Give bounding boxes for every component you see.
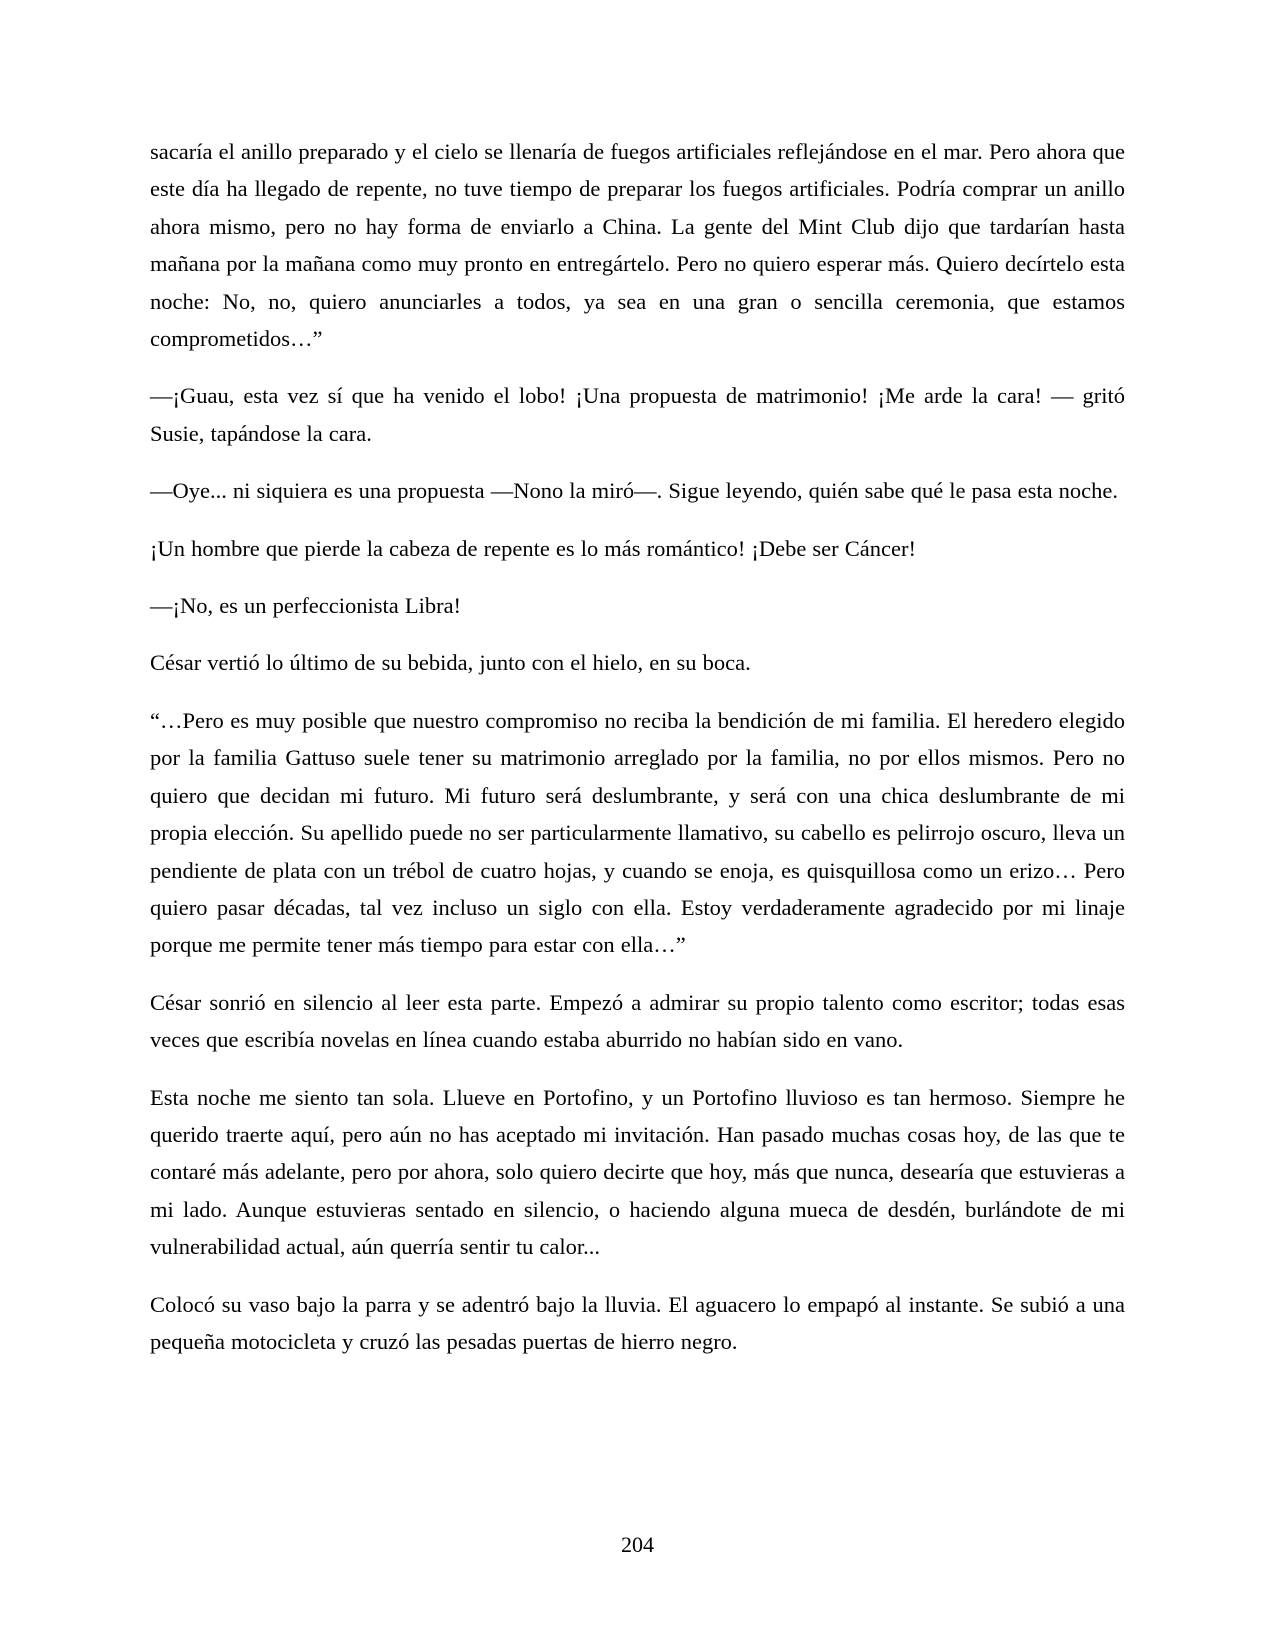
text-block: [150, 133, 1125, 1380]
paragraph: ¡Un hombre que pierde la cabeza de repente es lo más romántico! ¡Debe ser Cáncer!: [150, 535, 916, 561]
paragraph: “…Pero es muy posible que nuestro compromiso no reciba la bendición de mi familia. El heredero elegido por la familia Gattuso suele tener su matrimonio arreglado por la familia, no por ellos mismos. Pero no quiero que decidan mi futuro. Mi futuro será deslumbrante, y será con una chica deslumbrante de mi propia elección. Su apellido puede no ser particularmente llamativo, su cabello es pelirrojo oscuro, lleva un pendiente de plata con un trébol de cuatro hojas, y cuando se enoja, es quisquillosa como un erizo… Pero quiero pasar décadas, tal vez incluso un siglo con ella. Estoy verdaderamente agradecido por mi linaje porque me permite tener más tiempo para estar con ella…”: [150, 707, 1125, 958]
page-number: 204: [621, 1532, 654, 1557]
paragraph: Esta noche me siento tan sola. Llueve en Portofino, y un Portofino lluvioso es tan hermoso. Siempre he querido traerte aquí, pero aún no has aceptado mi invitación. Han pasado muchas cosas hoy, de las que te contaré más adelante, pero por ahora, solo quiero decirte que hoy, más que nunca, desearía que estuvieras a mi lado. Aunque estuvieras sentado en silencio, o haciendo alguna mueca de desdén, burlándote de mi vulnerabilidad actual, aún querría sentir tu calor...: [150, 1084, 1125, 1260]
paragraph: —Oye... ni siquiera es una propuesta —Nono la miró—. Sigue leyendo, quién sabe qué le pasa esta noche.: [150, 478, 1119, 504]
paragraph: sacaría el anillo preparado y el cielo se llenaría de fuegos artificiales reflejándose en el mar. Pero ahora que este día ha llegado de repente, no tuve tiempo de preparar los fuegos artificiales. Podría comprar un anillo ahora mismo, pero no hay forma de enviarlo a China. La gente del Mint Club dijo que tardarían hasta mañana por la mañana como muy pronto en entregártelo. Pero no quiero esperar más. Quiero decírtelo esta noche: No, no, quiero anunciarles a todos, ya sea en una gran o sencilla ceremonia, que estamos comprometidos…”: [150, 139, 1125, 352]
paragraph: César sonrió en silencio al leer esta parte. Empezó a admirar su propio talento como escritor; todas esas veces que escribía novelas en línea cuando estaba aburrido no habían sido en vano.: [150, 989, 1125, 1053]
paragraph: Colocó su vaso bajo la parra y se adentró bajo la lluvia. El aguacero lo empapó al instante. Se subió a una pequeña motocicleta y cruzó las pesadas puertas de hierro negro.: [150, 1291, 1125, 1354]
paragraph: —¡Guau, esta vez sí que ha venido el lobo! ¡Una propuesta de matrimonio! ¡Me arde la cara! — gritó Susie, tapándose la cara.: [150, 383, 1125, 446]
paragraph: —¡No, es un perfeccionista Libra!: [150, 593, 462, 619]
paragraph: César vertió lo último de su bebida, junto con el hielo, en su boca.: [150, 650, 751, 676]
page-footer: [0, 1531, 1275, 1559]
